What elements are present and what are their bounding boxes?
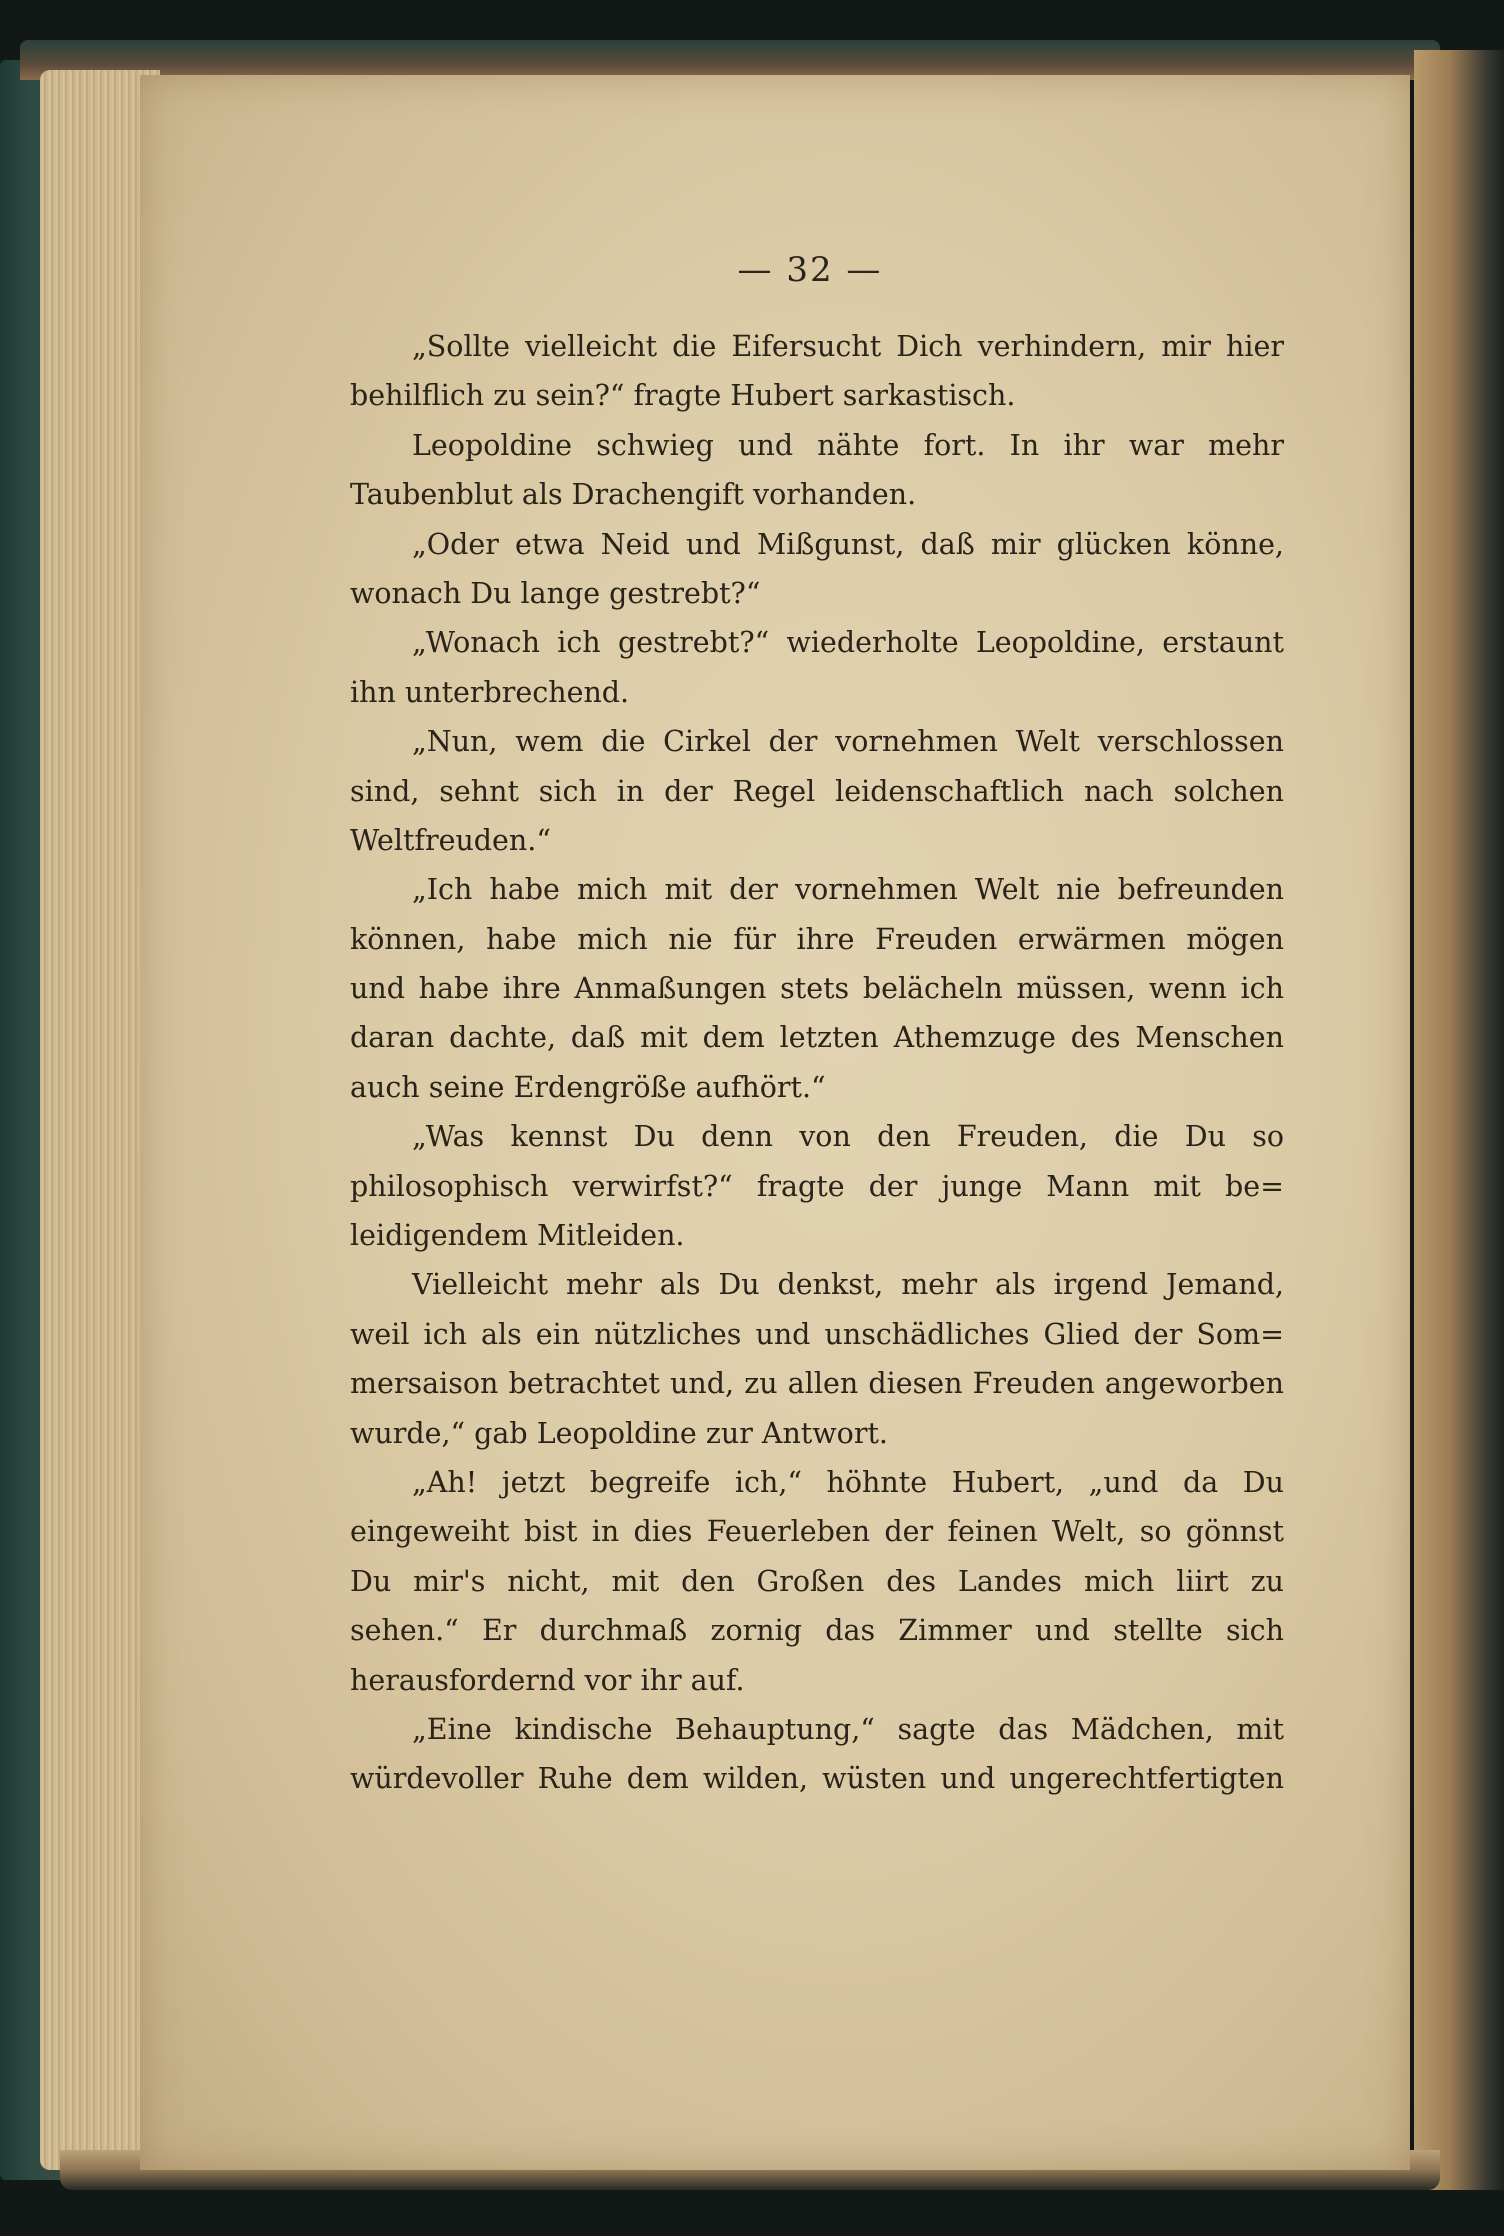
text-line: „Nun, wem die Cirkel der vornehmen Welt verschlossen	[412, 725, 1284, 759]
text-line: mersaison betrachtet und, zu allen diesen Freuden angeworben	[350, 1367, 1284, 1401]
text-line: leidigendem Mitleiden.	[350, 1219, 685, 1253]
text-line: wurde,“ gab Leopoldine zur Antwort.	[350, 1416, 888, 1450]
text-line: wonach Du lange gestrebt?“	[350, 576, 761, 610]
text-line: ihn unterbrechend.	[350, 675, 630, 709]
text-line: sehen.“ Er durchmaß zornig das Zimmer und stellte sich	[350, 1614, 1284, 1648]
text-line: Vielleicht mehr als Du denkst, mehr als irgend Jemand,	[412, 1268, 1284, 1302]
text-line: sind, sehnt sich in der Regel leidenschaftlich nach solchen	[350, 774, 1284, 808]
text-line: Taubenblut als Drachengift vorhanden.	[350, 478, 917, 512]
text-line: „Was kennst Du denn von den Freuden, die Du so	[412, 1120, 1284, 1154]
book-cover-right	[1414, 50, 1504, 2190]
text-line: und habe ihre Anmaßungen stets belächeln müssen, wenn ich	[350, 972, 1284, 1006]
text-line: „Eine kindische Behauptung,“ sagte das Mädchen, mit	[412, 1712, 1284, 1746]
text-line: „Sollte vielleicht die Eifersucht Dich verhindern, mir hier	[412, 330, 1284, 363]
book-cover-top	[20, 40, 1440, 80]
page-text	[350, 322, 1284, 1804]
text-line: auch seine Erdengröße aufhört.“	[350, 1070, 826, 1104]
text-line: daran dachte, daß mit dem letzten Athemzuge des Menschen	[350, 1021, 1284, 1055]
text-line: „Oder etwa Neid und Mißgunst, daß mir glücken könne,	[412, 527, 1284, 561]
text-line: „Ah! jetzt begreife ich,“ höhnte Hubert, „und da Du	[412, 1465, 1284, 1499]
text-line: „Wonach ich gestrebt?“ wiederholte Leopoldine, erstaunt	[412, 626, 1284, 660]
text-line: „Ich habe mich mit der vornehmen Welt nie befreunden	[412, 873, 1284, 907]
text-line: eingeweiht bist in dies Feuerleben der feinen Welt, so gönnst	[350, 1515, 1284, 1549]
text-line: herausfordernd vor ihr auf.	[350, 1663, 745, 1697]
text-line: Weltfreuden.“	[350, 823, 551, 857]
text-line: weil ich als ein nützliches und unschädliches Glied der Som=	[350, 1317, 1284, 1351]
page-number: — 32 —	[737, 250, 883, 290]
text-line: können, habe mich nie für ihre Freuden erwärmen mögen	[350, 922, 1284, 956]
text-line: Leopoldine schwieg und nähte fort. In ihr war mehr	[412, 428, 1284, 462]
text-line: würdevoller Ruhe dem wilden, wüsten und ungerechtfertigten	[350, 1762, 1284, 1796]
text-line: philosophisch verwirfst?“ fragte der junge Mann mit be=	[350, 1169, 1284, 1203]
text-line: behilflich zu sein?“ fragte Hubert sarkastisch.	[350, 379, 1016, 413]
text-line: Du mir's nicht, mit den Großen des Landes mich liirt zu	[350, 1564, 1284, 1598]
